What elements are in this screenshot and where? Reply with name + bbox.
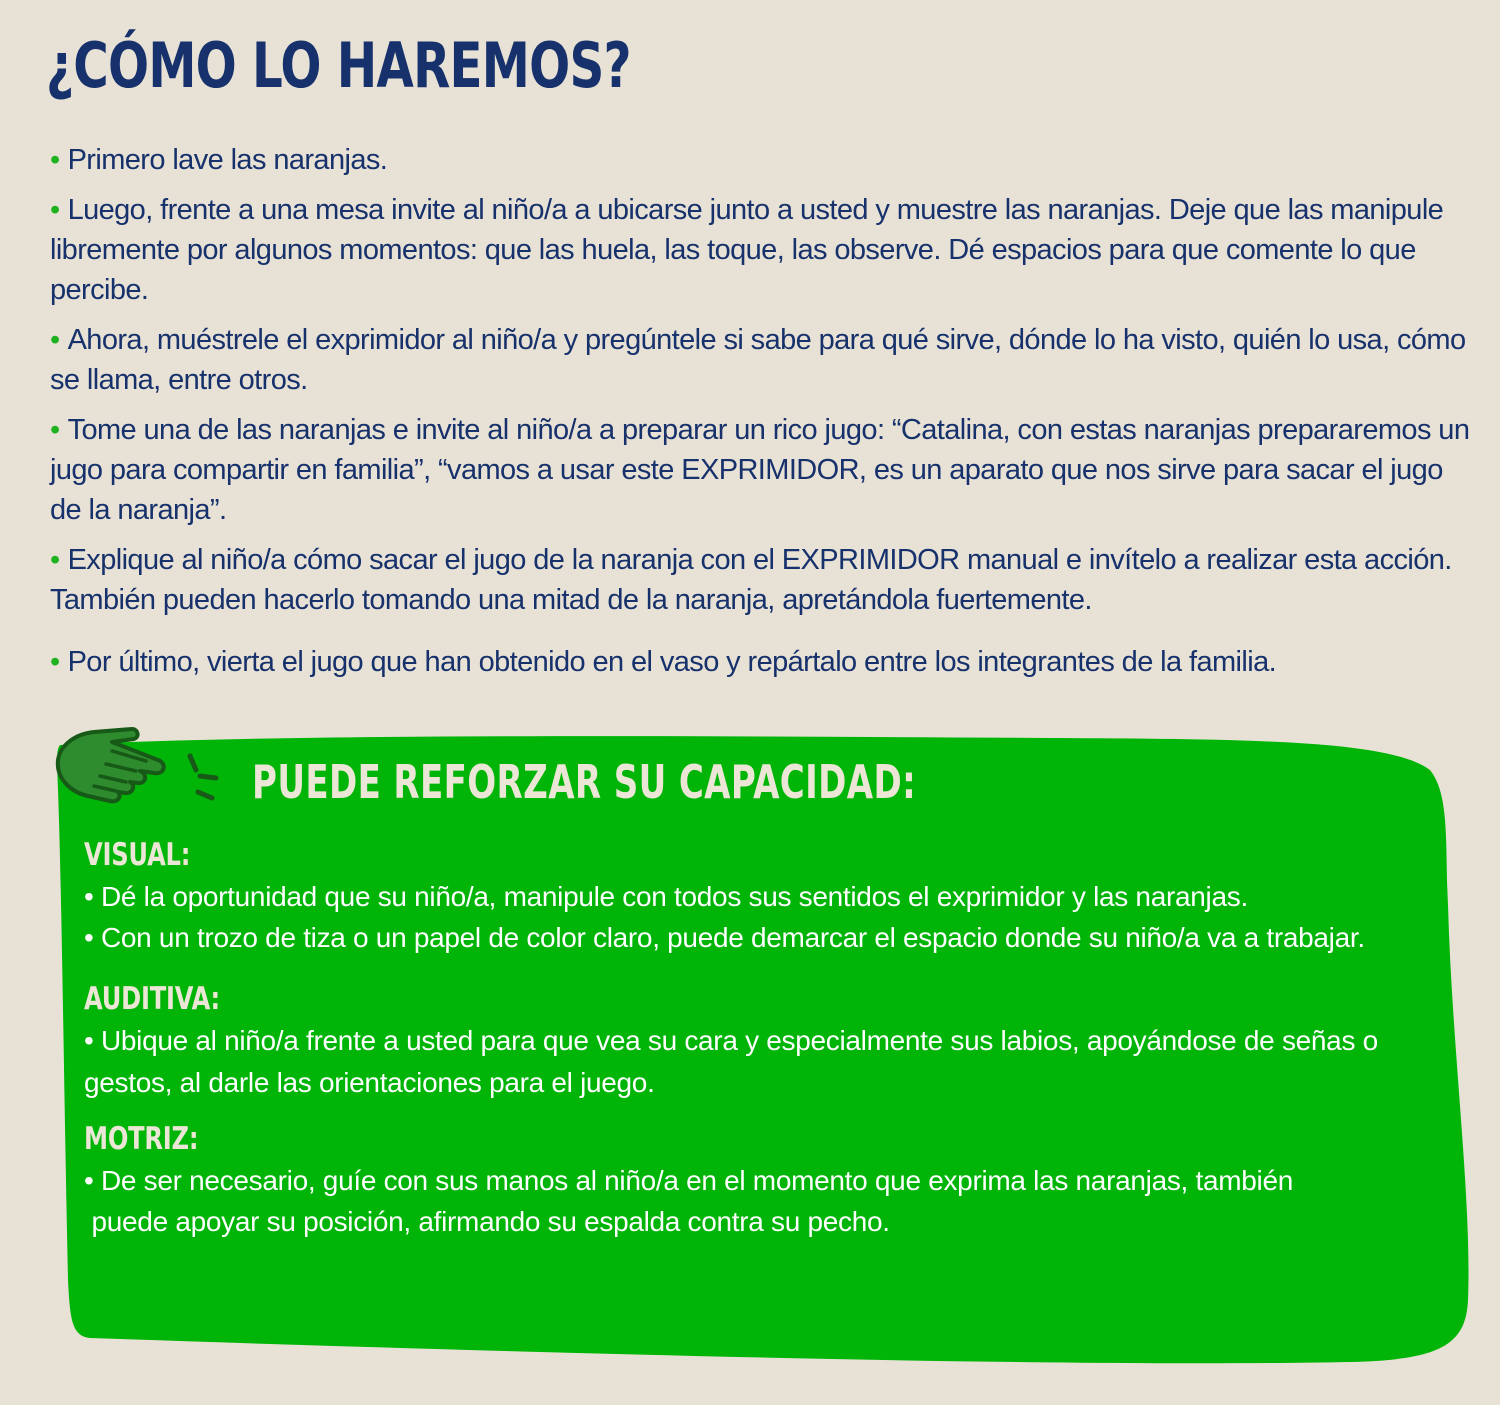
section-heading-auditiva: AUDITIVA: — [84, 981, 220, 1017]
bullet-icon: • — [50, 646, 60, 678]
step-text: Tome una de las naranjas e invite al niño/a a preparar un rico jugo: “Catalina, con estas naranjas prepararemos un jugo para compartir en familia”, “vamos a usar este EXPRIMIDOR, es un aparato que nos sirve para sacar el jugo de la naranja”. — [50, 414, 1470, 526]
spacer — [84, 958, 1469, 978]
step-text: Primero lave las naranjas. — [67, 144, 388, 176]
section-heading-visual: VISUAL: — [84, 837, 191, 873]
step-text: Explique al niño/a cómo sacar el jugo de la naranja con el EXPRIMIDOR manual e invítelo a realizar esta acción. También pueden hacerlo tomando una mitad de la naranja, apretándola fuertemente. — [50, 544, 1452, 616]
visual-item: • Con un trozo de tiza o un papel de color claro, puede demarcar el espacio donde su niño/a va a trabajar. — [84, 922, 1365, 953]
motriz-line: puede apoyar su posición, afirmando su espalda contra su pecho. — [84, 1206, 890, 1237]
page-title: ¿CÓMO LO HAREMOS? — [46, 29, 631, 102]
pointing-hand-icon — [50, 720, 180, 810]
bullet-icon: • — [50, 194, 60, 226]
step-text: Ahora, muéstrele el exprimidor al niño/a y pregúntele si sabe para qué sirve, dónde lo ha visto, quién lo usa, cómo se llama, entre otros. — [50, 324, 1466, 396]
auditiva-item: • Ubique al niño/a frente a usted para que vea su cara y especialmente sus labios, apoyándose de señas o gestos, al darle las orientaciones para el juego. — [84, 1025, 1378, 1098]
bullet-icon: • — [50, 414, 60, 446]
spacer — [84, 1104, 1469, 1118]
visual-item: • Dé la oportunidad que su niño/a, manipule con todos sus sentidos el exprimidor y las naranjas. — [84, 881, 1248, 912]
sparkle-icon — [180, 752, 222, 804]
panel-content — [84, 834, 1469, 1242]
step-text: Luego, frente a una mesa invite al niño/a a ubicarse junto a usted y muestre las naranjas. Deje que las manipule libremente por algunos momentos: que las huela, las toque, las observe. Dé espacios para que comente lo que percibe. — [50, 194, 1444, 306]
bullet-icon: • — [50, 324, 60, 356]
bullet-icon: • — [50, 144, 60, 176]
motriz-line: • De ser necesario, guíe con sus manos al niño/a en el momento que exprima las naranjas, también — [84, 1165, 1294, 1196]
panel-title: PUEDE REFORZAR SU CAPACIDAD: — [252, 755, 917, 809]
step-text: Por último, vierta el jugo que han obtenido en el vaso y repártalo entre los integrantes de la familia. — [67, 646, 1277, 678]
bullet-icon: • — [50, 544, 60, 576]
section-heading-motriz: MOTRIZ: — [84, 1121, 199, 1157]
